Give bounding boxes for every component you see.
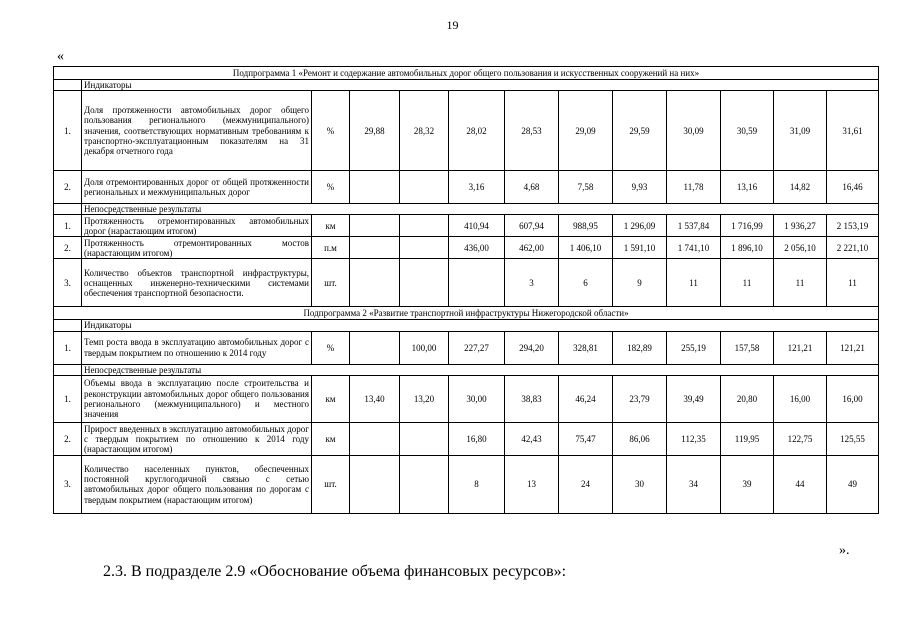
subprogram-2-title-cell: Подпрограмма 2 «Развитие транспортной инфраструктуры Нижегородской области»	[54, 307, 879, 320]
subprogram-1-title	[54, 67, 879, 80]
table-row	[54, 455, 879, 513]
row-number: 1.	[54, 375, 82, 422]
value-cell: 462,00	[505, 237, 559, 259]
value-cell: 2 221,10	[827, 237, 879, 259]
unit-cell: км	[312, 375, 350, 422]
indicator-name: Количество объектов транспортной инфраструктуры, оснащенных инженерно-техническими системами обеспечения транспортной безопасности.	[82, 259, 312, 307]
sp1-results-heading	[54, 204, 879, 215]
sp2-results-heading	[54, 364, 879, 375]
value-cell	[350, 171, 400, 204]
value-cell	[400, 237, 449, 259]
value-cell: 112,35	[667, 422, 721, 455]
value-cell: 100,00	[400, 331, 449, 364]
value-cell: 30,09	[667, 91, 721, 171]
value-cell: 607,94	[505, 215, 559, 237]
table-row	[54, 259, 879, 307]
value-cell: 29,59	[613, 91, 667, 171]
value-cell	[350, 259, 400, 307]
row-number: 2.	[54, 422, 82, 455]
value-cell	[350, 455, 400, 513]
empty-cell	[54, 80, 82, 91]
value-cell: 2 056,10	[774, 237, 827, 259]
row-number: 3.	[54, 259, 82, 307]
value-cell: 16,80	[449, 422, 505, 455]
value-cell: 29,88	[350, 91, 400, 171]
value-cell: 42,43	[505, 422, 559, 455]
value-cell: 1 741,10	[667, 237, 721, 259]
table-row	[54, 171, 879, 204]
section-heading: 2.3. В подразделе 2.9 «Обоснование объема финансовых ресурсов»:	[103, 563, 567, 580]
value-cell: 410,94	[449, 215, 505, 237]
value-cell: 9	[613, 259, 667, 307]
value-cell: 255,19	[667, 331, 721, 364]
indicator-name: Объемы ввода в эксплуатацию после строительства и реконструкции автомобильных дорог общего пользования регионального (межмуниципального) и местного значения	[82, 375, 312, 422]
value-cell: 20,80	[721, 375, 774, 422]
row-number: 2.	[54, 171, 82, 204]
value-cell: 227,27	[449, 331, 505, 364]
table-row	[54, 215, 879, 237]
value-cell: 75,47	[559, 422, 613, 455]
value-cell: 4,68	[505, 171, 559, 204]
value-cell: 11,78	[667, 171, 721, 204]
value-cell: 11	[667, 259, 721, 307]
empty-cell	[54, 364, 82, 375]
value-cell: 436,00	[449, 237, 505, 259]
empty-cell	[54, 320, 82, 331]
value-cell: 86,06	[613, 422, 667, 455]
value-cell: 39,49	[667, 375, 721, 422]
value-cell	[449, 259, 505, 307]
value-cell	[350, 237, 400, 259]
value-cell: 125,55	[827, 422, 879, 455]
value-cell: 30,00	[449, 375, 505, 422]
value-cell: 13,20	[400, 375, 449, 422]
value-cell: 16,00	[774, 375, 827, 422]
table-row	[54, 331, 879, 364]
sp2-results-heading-label: Непосредственные результаты	[82, 364, 879, 375]
value-cell: 121,21	[827, 331, 879, 364]
row-number: 1.	[54, 91, 82, 171]
value-cell: 39	[721, 455, 774, 513]
table-row	[54, 91, 879, 171]
value-cell: 28,02	[449, 91, 505, 171]
value-cell: 1 936,27	[774, 215, 827, 237]
subprogram-1-title-cell: Подпрограмма 1 «Ремонт и содержание автомобильных дорог общего пользования и искусственных сооружений на них»	[54, 67, 879, 80]
value-cell: 3,16	[449, 171, 505, 204]
row-number: 1.	[54, 331, 82, 364]
value-cell: 44	[774, 455, 827, 513]
value-cell	[400, 455, 449, 513]
table-row	[54, 375, 879, 422]
value-cell	[350, 422, 400, 455]
value-cell: 328,81	[559, 331, 613, 364]
value-cell: 6	[559, 259, 613, 307]
value-cell	[400, 171, 449, 204]
value-cell: 30	[613, 455, 667, 513]
value-cell	[400, 422, 449, 455]
value-cell: 182,89	[613, 331, 667, 364]
indicator-name: Прирост введенных в эксплуатацию автомобильных дорог с твердым покрытием по отношению к 2014 году (нарастающим итогом)	[82, 422, 312, 455]
value-cell	[400, 259, 449, 307]
sp1-results-heading-label: Непосредственные результаты	[82, 204, 879, 215]
value-cell: 34	[667, 455, 721, 513]
value-cell	[350, 215, 400, 237]
table-row	[54, 237, 879, 259]
indicator-name: Доля протяженности автомобильных дорог общего пользования регионального (межмуниципального) значения, соответствующих нормативным требованиям к транспортно-эксплуатационным показателям на 31 декабря отчетного года	[82, 91, 312, 171]
value-cell: 13	[505, 455, 559, 513]
value-cell: 29,09	[559, 91, 613, 171]
page-number: 19	[446, 18, 459, 32]
value-cell: 31,61	[827, 91, 879, 171]
value-cell: 24	[559, 455, 613, 513]
value-cell: 988,95	[559, 215, 613, 237]
value-cell: 11	[721, 259, 774, 307]
value-cell: 38,83	[505, 375, 559, 422]
value-cell: 31,09	[774, 91, 827, 171]
value-cell: 7,58	[559, 171, 613, 204]
value-cell: 157,58	[721, 331, 774, 364]
value-cell: 13,40	[350, 375, 400, 422]
indicator-name: Протяженность отремонтированных мостов (нарастающим итогом)	[82, 237, 312, 259]
indicators-table	[53, 66, 879, 514]
indicator-name: Протяженность отремонтированных автомобильных дорог (нарастающим итогом)	[82, 215, 312, 237]
sp2-indicators-heading-label: Индикаторы	[82, 320, 879, 331]
unit-cell: %	[312, 91, 350, 171]
unit-cell: %	[312, 171, 350, 204]
value-cell: 1 896,10	[721, 237, 774, 259]
unit-cell: шт.	[312, 259, 350, 307]
unit-cell: п.м	[312, 237, 350, 259]
value-cell: 13,16	[721, 171, 774, 204]
row-number: 1.	[54, 215, 82, 237]
value-cell: 23,79	[613, 375, 667, 422]
value-cell: 122,75	[774, 422, 827, 455]
value-cell	[400, 215, 449, 237]
row-number: 3.	[54, 455, 82, 513]
unit-cell: шт.	[312, 455, 350, 513]
empty-cell	[54, 204, 82, 215]
value-cell: 14,82	[774, 171, 827, 204]
unit-cell: км	[312, 215, 350, 237]
opening-quote: «	[57, 49, 64, 64]
value-cell: 2 153,19	[827, 215, 879, 237]
value-cell: 1 716,99	[721, 215, 774, 237]
closing-quote: ».	[839, 543, 850, 558]
value-cell: 1 537,84	[667, 215, 721, 237]
value-cell: 28,53	[505, 91, 559, 171]
unit-cell: %	[312, 331, 350, 364]
value-cell: 8	[449, 455, 505, 513]
value-cell: 119,95	[721, 422, 774, 455]
value-cell: 1 406,10	[559, 237, 613, 259]
value-cell: 121,21	[774, 331, 827, 364]
value-cell	[350, 331, 400, 364]
value-cell: 3	[505, 259, 559, 307]
value-cell: 49	[827, 455, 879, 513]
indicator-name: Количество населенных пунктов, обеспеченных постоянной круглогодичной связью с сетью автомобильных дорог общего пользования по дорогам с твердым покрытием (нарастающим итогом)	[82, 455, 312, 513]
sp1-indicators-heading-label: Индикаторы	[82, 80, 879, 91]
value-cell: 11	[827, 259, 879, 307]
value-cell: 1 296,09	[613, 215, 667, 237]
sp1-indicators-heading	[54, 80, 879, 91]
value-cell: 294,20	[505, 331, 559, 364]
unit-cell: км	[312, 422, 350, 455]
row-number: 2.	[54, 237, 82, 259]
value-cell: 9,93	[613, 171, 667, 204]
indicator-name: Темп роста ввода в эксплуатацию автомобильных дорог с твердым покрытием по отношению к 2014 году	[82, 331, 312, 364]
value-cell: 28,32	[400, 91, 449, 171]
sp2-indicators-heading	[54, 320, 879, 331]
value-cell: 1 591,10	[613, 237, 667, 259]
table-row	[54, 422, 879, 455]
subprogram-2-title	[54, 307, 879, 320]
value-cell: 16,46	[827, 171, 879, 204]
indicator-name: Доля отремонтированных дорог от общей протяженности региональных и межмуниципальных дорог	[82, 171, 312, 204]
value-cell: 30,59	[721, 91, 774, 171]
value-cell: 16,00	[827, 375, 879, 422]
value-cell: 11	[774, 259, 827, 307]
value-cell: 46,24	[559, 375, 613, 422]
